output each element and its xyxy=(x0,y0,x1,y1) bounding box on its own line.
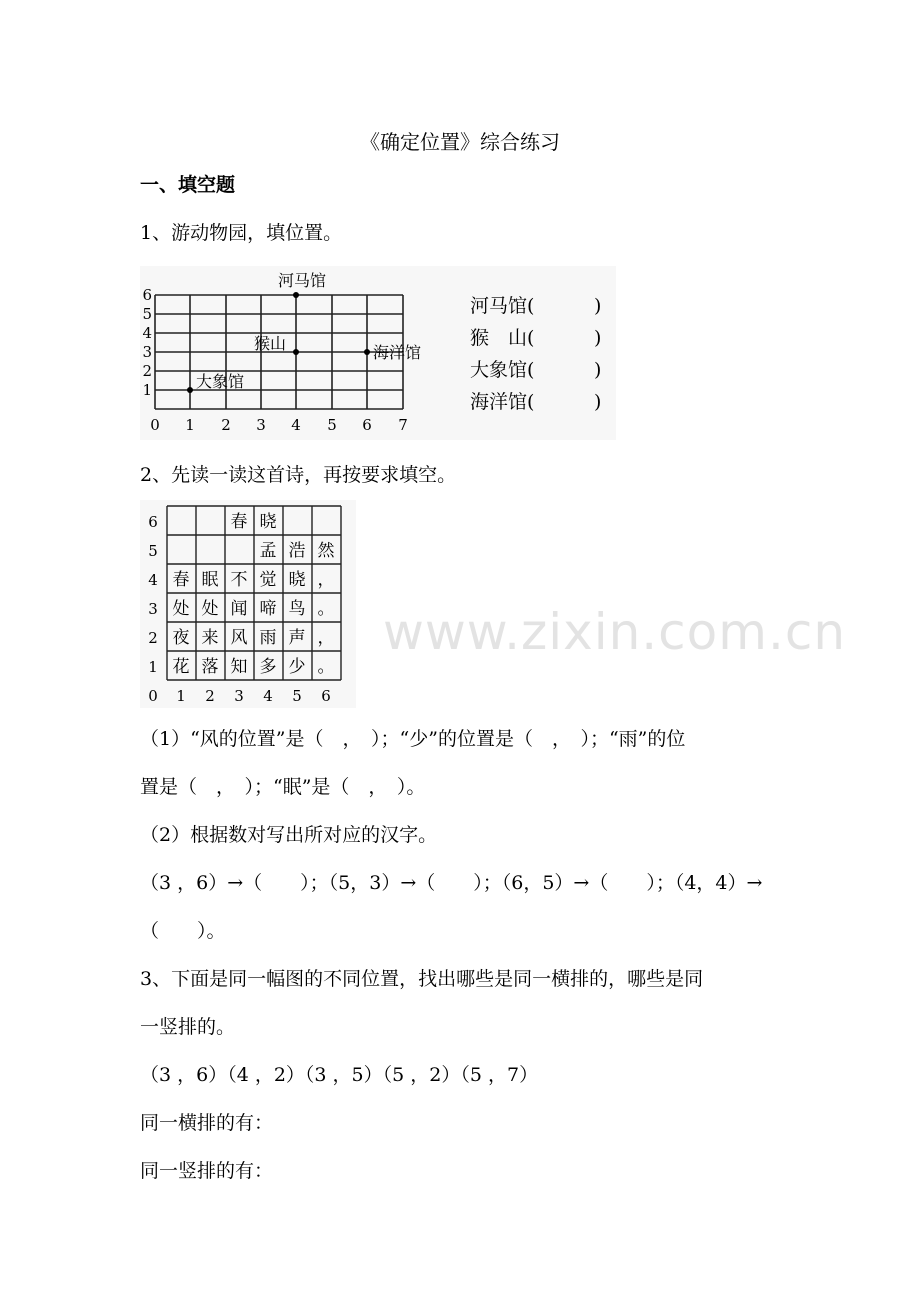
answer-elephant-label: 大象馆( xyxy=(470,359,535,381)
y-tick: 1 xyxy=(148,658,158,676)
x-tick: 7 xyxy=(398,416,408,434)
ocean-hall-point xyxy=(364,349,370,355)
x-tick: 0 xyxy=(148,687,158,705)
same-column-label: 同一竖排的有： xyxy=(140,1160,274,1182)
poem-cell: 啼 xyxy=(259,599,277,619)
y-tick: 2 xyxy=(148,629,158,647)
y-tick: 2 xyxy=(142,362,152,380)
poem-cell: 春 xyxy=(230,512,248,532)
q2-part2-line1: （3 ，6）→（ ）；（5，3）→（ ）；（6，5）→（ ）；（4，4）→ xyxy=(140,872,763,894)
same-row-label: 同一横排的有： xyxy=(140,1112,274,1134)
poem-cell: 雨 xyxy=(259,628,277,648)
hippo-house-point xyxy=(293,292,299,298)
q2-part2-title: （2）根据数对写出所对应的汉字。 xyxy=(140,824,438,846)
watermark: www.zixin.com.cn xyxy=(383,603,847,661)
poem-cell: 眠 xyxy=(201,570,219,590)
poem-cell: 不 xyxy=(230,570,248,590)
poem-cell: 晓 xyxy=(259,512,277,532)
y-tick: 5 xyxy=(142,305,152,323)
q2-part2-line2: （ ）。 xyxy=(140,920,226,942)
answer-elephant-close: ) xyxy=(594,359,602,381)
answer-monkey-label: 猴 山( xyxy=(470,327,535,349)
poem-cell: 夜 xyxy=(172,628,190,648)
poem-cell: 。 xyxy=(317,599,335,619)
section-heading: 一、填空题 xyxy=(140,174,236,196)
poem-cell: 多 xyxy=(259,657,277,677)
poem-cell: 落 xyxy=(201,657,219,677)
monkey-hill-label: 猴山 xyxy=(254,334,287,353)
poem-cell: 然 xyxy=(317,541,335,561)
zoo-grid-svg xyxy=(140,266,616,440)
x-tick: 3 xyxy=(256,416,266,434)
question-3-line2: 一竖排的。 xyxy=(140,1016,236,1038)
poem-cell: 处 xyxy=(201,599,219,619)
x-tick: 5 xyxy=(292,687,302,705)
poem-cell: 鸟 xyxy=(288,599,306,619)
question-2: 2、先读一读这首诗，再按要求填空。 xyxy=(140,464,457,486)
x-tick: 3 xyxy=(234,687,244,705)
poem-cell: 声 xyxy=(288,628,306,648)
q2-part1-line2: 置是（ ， ）；“眠”是（ ， ）。 xyxy=(140,776,426,798)
answer-monkey-close: ) xyxy=(594,327,602,349)
poem-cell: 浩 xyxy=(288,541,306,561)
poem-cell: 知 xyxy=(230,657,248,677)
q2-part1-line1: （1）“风的位置”是（ ， ）；“少”的位置是（ ， ）；“雨”的位 xyxy=(140,728,686,750)
question-3-line1: 3、下面是同一幅图的不同位置，找出哪些是同一横排的，哪些是同 xyxy=(140,968,704,990)
y-tick: 5 xyxy=(148,542,158,560)
x-tick: 6 xyxy=(321,687,331,705)
poem-cell: 闻 xyxy=(230,599,248,619)
x-tick: 6 xyxy=(362,416,372,434)
answer-ocean-label: 海洋馆( xyxy=(470,391,535,413)
y-tick: 1 xyxy=(142,381,152,399)
poem-cell: 觉 xyxy=(259,570,277,590)
elephant-house-label: 大象馆 xyxy=(196,372,245,391)
question-1: 1、游动物园，填位置。 xyxy=(140,222,343,244)
y-tick: 3 xyxy=(142,343,152,361)
poem-cell: 来 xyxy=(201,628,219,648)
answer-hippo-close: ) xyxy=(594,295,602,317)
poem-grid-lines xyxy=(167,506,341,680)
poem-grid-svg xyxy=(140,500,356,708)
poem-cell: 处 xyxy=(172,599,190,619)
poem-cell: 风 xyxy=(230,628,248,648)
y-tick: 4 xyxy=(142,324,152,342)
x-tick: 2 xyxy=(205,687,215,705)
poem-grid-figure xyxy=(140,500,356,708)
answer-hippo-label: 河马馆( xyxy=(470,295,535,317)
poem-cell: 少 xyxy=(288,657,306,677)
poem-cell: 。 xyxy=(317,657,335,677)
x-tick: 4 xyxy=(291,416,301,434)
x-tick: 1 xyxy=(176,687,186,705)
monkey-hill-point xyxy=(293,349,299,355)
answer-ocean-close: ) xyxy=(594,391,602,413)
y-tick: 6 xyxy=(142,286,152,304)
hippo-house-label: 河马馆 xyxy=(278,271,327,290)
q3-coordinate-pairs: （3 ，6）（4 ，2）（3 ，5）（5 ，2）（5 ，7） xyxy=(140,1064,539,1086)
poem-cell: 春 xyxy=(172,570,190,590)
x-tick: 5 xyxy=(327,416,337,434)
ocean-hall-label: 海洋馆 xyxy=(373,343,422,362)
poem-cell: ， xyxy=(317,570,335,590)
y-tick: 6 xyxy=(148,513,158,531)
x-tick: 0 xyxy=(150,416,160,434)
worksheet-title: 《确定位置》综合练习 xyxy=(360,130,560,154)
x-tick: 2 xyxy=(221,416,231,434)
y-tick: 4 xyxy=(148,571,158,589)
elephant-house-point xyxy=(187,387,193,393)
poem-cell: 晓 xyxy=(288,570,306,590)
x-tick: 1 xyxy=(185,416,195,434)
poem-cell: ， xyxy=(317,628,335,648)
poem-cell: 花 xyxy=(172,657,190,677)
x-tick: 4 xyxy=(263,687,273,705)
poem-cell: 孟 xyxy=(259,541,277,561)
y-tick: 3 xyxy=(148,600,158,618)
zoo-grid-figure xyxy=(140,266,616,440)
